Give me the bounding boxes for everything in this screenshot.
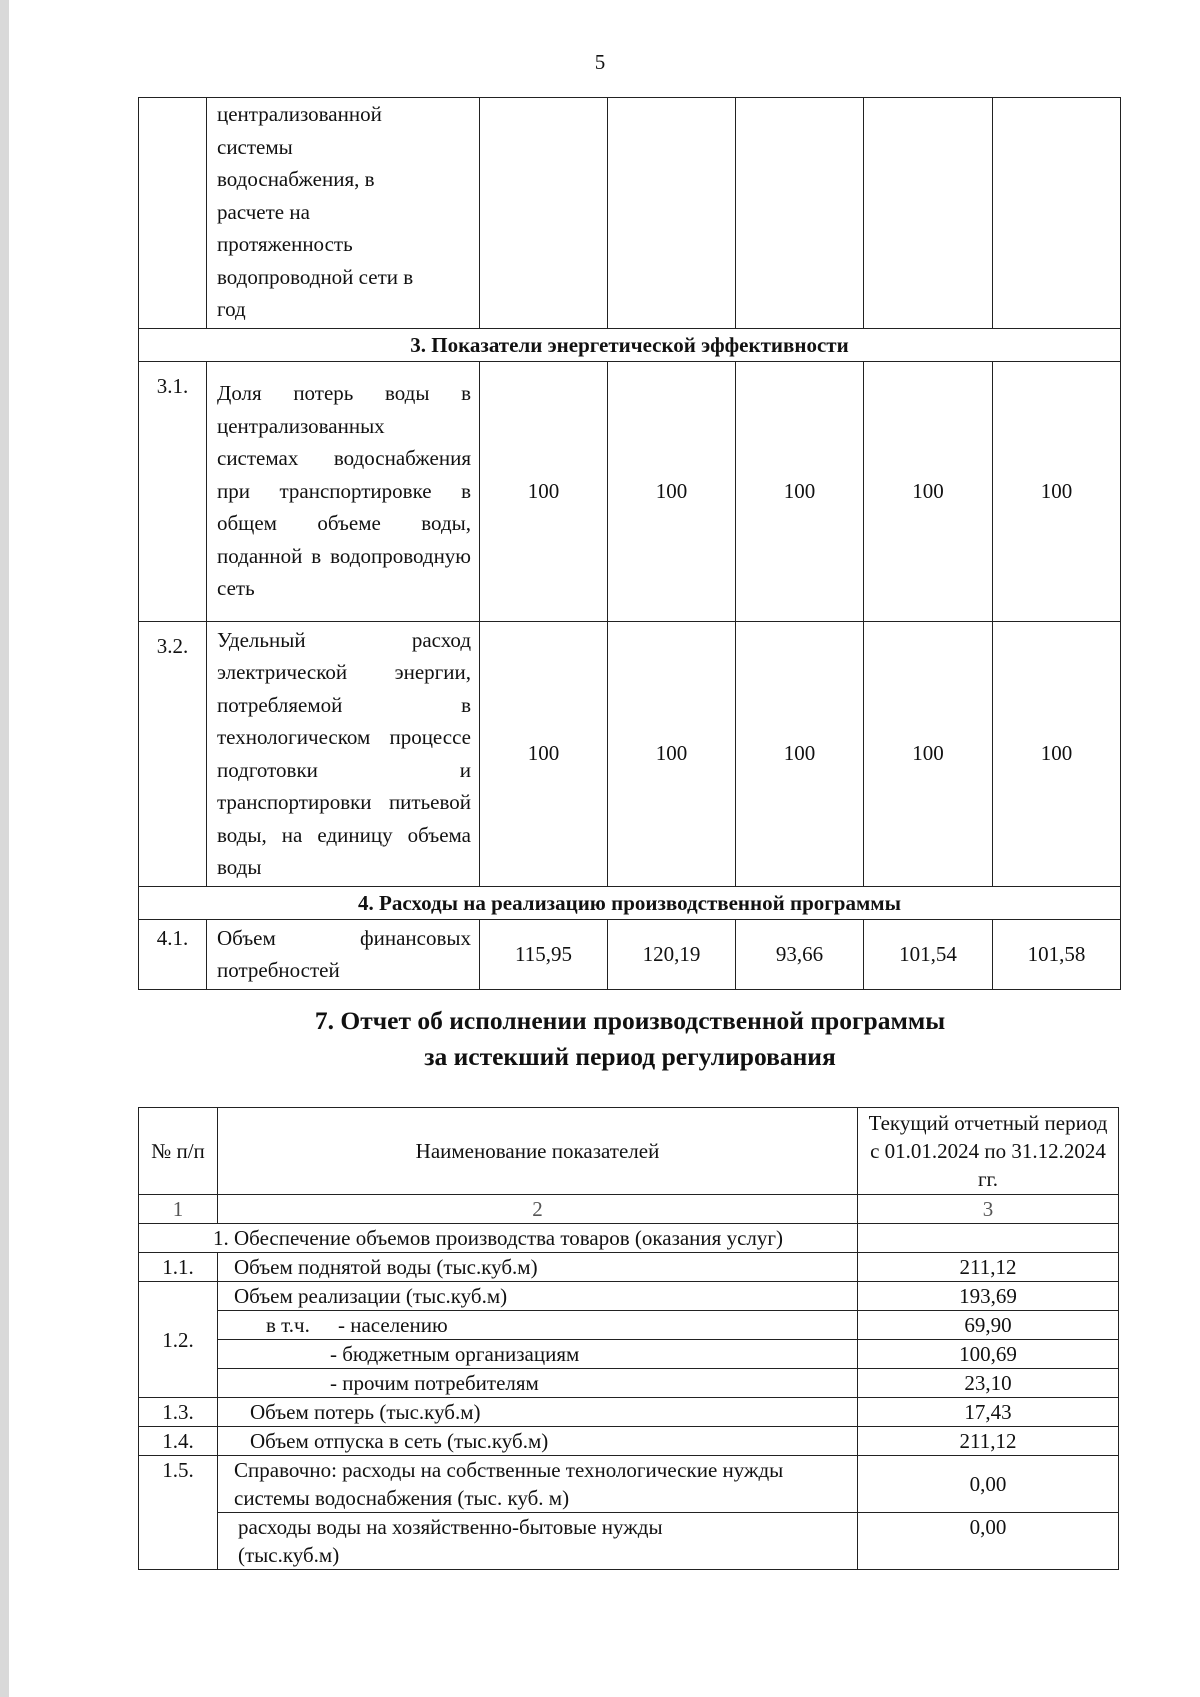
- table-row: [139, 621, 1121, 886]
- value-cell: 100: [864, 621, 993, 886]
- desc-line: год: [217, 297, 246, 321]
- row-number: 1.5.: [139, 1456, 218, 1570]
- table-row: [139, 919, 1121, 989]
- value-cell: 100: [864, 361, 993, 621]
- indicators-table: [138, 97, 1121, 990]
- value-cell: 100: [993, 361, 1121, 621]
- section-1-title: 1. Обеспечение объемов производства товаров (оказания услуг): [139, 1224, 858, 1253]
- header-period: Текущий отчетный период с 01.01.2024 по 31.12.2024 гг.: [858, 1108, 1119, 1195]
- value-cell: 101,58: [993, 919, 1121, 989]
- section-3-title: 3. Показатели энергетической эффективности: [139, 328, 1121, 361]
- section-4-title: 4. Расходы на реализацию производственной программы: [139, 886, 1121, 919]
- desc-line: централизованной: [217, 102, 382, 126]
- index-row: [139, 1195, 1119, 1224]
- row-value: 17,43: [858, 1398, 1119, 1427]
- index-cell: 2: [218, 1195, 858, 1224]
- row-name: Справочно: расходы на собственные технологические нужды системы водоснабжения (тыс. куб. м): [218, 1456, 858, 1513]
- desc-line: водопроводной сети в: [217, 264, 414, 289]
- section-row: [139, 1224, 1119, 1253]
- table-row: [139, 1340, 1119, 1369]
- row-description: Объем финансовых потребностей: [207, 919, 480, 989]
- row-description: Удельный расход электрической энергии, потребляемой в технологическом процессе подготовки и транспортировки питьевой воды, на единицу объема воды: [207, 621, 480, 886]
- row-description: Доля потерь воды в централизованных системах водоснабжения при транспортировке в общем объеме воды, поданной в водопроводную сеть: [207, 361, 480, 621]
- row-value: 211,12: [858, 1253, 1119, 1282]
- table-row: [139, 1282, 1119, 1311]
- value-cell: 100: [480, 361, 608, 621]
- row-name: Объем потерь (тыс.куб.м): [218, 1398, 858, 1427]
- num-cell: [139, 98, 207, 329]
- value-cell: 100: [608, 621, 736, 886]
- table-row: [139, 1398, 1119, 1427]
- header-num: № п/п: [139, 1108, 218, 1195]
- heading-line: 7. Отчет об исполнении производственной программы: [314, 1006, 946, 1035]
- scan-edge-shade: [0, 0, 9, 1697]
- table-row: [139, 361, 1121, 621]
- section-7-heading: [0, 1003, 1200, 1075]
- value-cell: [480, 98, 608, 329]
- value-cell: 120,19: [608, 919, 736, 989]
- value-cell: 100: [993, 621, 1121, 886]
- incl-label: в т.ч.: [266, 1313, 310, 1337]
- row-name: Объем поднятой воды (тыс.куб.м): [218, 1253, 858, 1282]
- row-value: 0,00: [858, 1513, 1119, 1570]
- row-number: 1.4.: [139, 1427, 218, 1456]
- table-row: [139, 1311, 1119, 1340]
- row-name: Объем реализации (тыс.куб.м): [218, 1282, 858, 1311]
- index-cell: 1: [139, 1195, 218, 1224]
- index-cell: 3: [858, 1195, 1119, 1224]
- row-number: 1.2.: [139, 1282, 218, 1398]
- value-cell: 101,54: [864, 919, 993, 989]
- table-row: [139, 1456, 1119, 1513]
- row-value: 69,90: [858, 1311, 1119, 1340]
- value-cell: [993, 98, 1121, 329]
- desc-line: системы: [217, 134, 293, 159]
- row-number: 4.1.: [139, 919, 207, 989]
- row-name: Объем отпуска в сеть (тыс.куб.м): [218, 1427, 858, 1456]
- row-value: 100,69: [858, 1340, 1119, 1369]
- value-cell: 115,95: [480, 919, 608, 989]
- value-cell: [864, 98, 993, 329]
- row-value: 0,00: [858, 1456, 1119, 1513]
- row-value: 211,12: [858, 1427, 1119, 1456]
- row-number: 1.3.: [139, 1398, 218, 1427]
- value-cell: 93,66: [736, 919, 864, 989]
- section-row: [139, 328, 1121, 361]
- program-report-table: [138, 1107, 1119, 1570]
- value-cell: 100: [736, 621, 864, 886]
- table-row: [139, 1427, 1119, 1456]
- page-number: 5: [594, 50, 606, 74]
- row-name: [218, 1311, 858, 1340]
- row-value: 23,10: [858, 1369, 1119, 1398]
- value-cell: [608, 98, 736, 329]
- row-name: - прочим потребителям: [218, 1369, 858, 1398]
- value-cell: [736, 98, 864, 329]
- section-row: [139, 886, 1121, 919]
- row-number: 3.1.: [139, 361, 207, 621]
- heading-line: за истекший период регулирования: [424, 1042, 836, 1071]
- sub-name: - населению: [338, 1313, 448, 1337]
- table-row: [139, 1513, 1119, 1570]
- desc-line: расчете на: [217, 199, 310, 224]
- row-number: 1.1.: [139, 1253, 218, 1282]
- value-cell: [858, 1224, 1119, 1253]
- desc-line: водоснабжения, в: [217, 167, 375, 191]
- header-row: [139, 1108, 1119, 1195]
- row-name: - бюджетным организациям: [218, 1340, 858, 1369]
- description-cell-continued: [207, 98, 480, 329]
- value-cell: 100: [608, 361, 736, 621]
- row-value: 193,69: [858, 1282, 1119, 1311]
- value-cell: 100: [480, 621, 608, 886]
- header-name: Наименование показателей: [218, 1108, 858, 1195]
- value-cell: 100: [736, 361, 864, 621]
- table-row: [139, 1369, 1119, 1398]
- table-row: [139, 1253, 1119, 1282]
- table-row: [139, 98, 1121, 329]
- row-number: 3.2.: [139, 621, 207, 886]
- row-name: расходы воды на хозяйственно-бытовые нужды (тыс.куб.м): [218, 1513, 858, 1570]
- desc-line: протяженность: [217, 232, 353, 256]
